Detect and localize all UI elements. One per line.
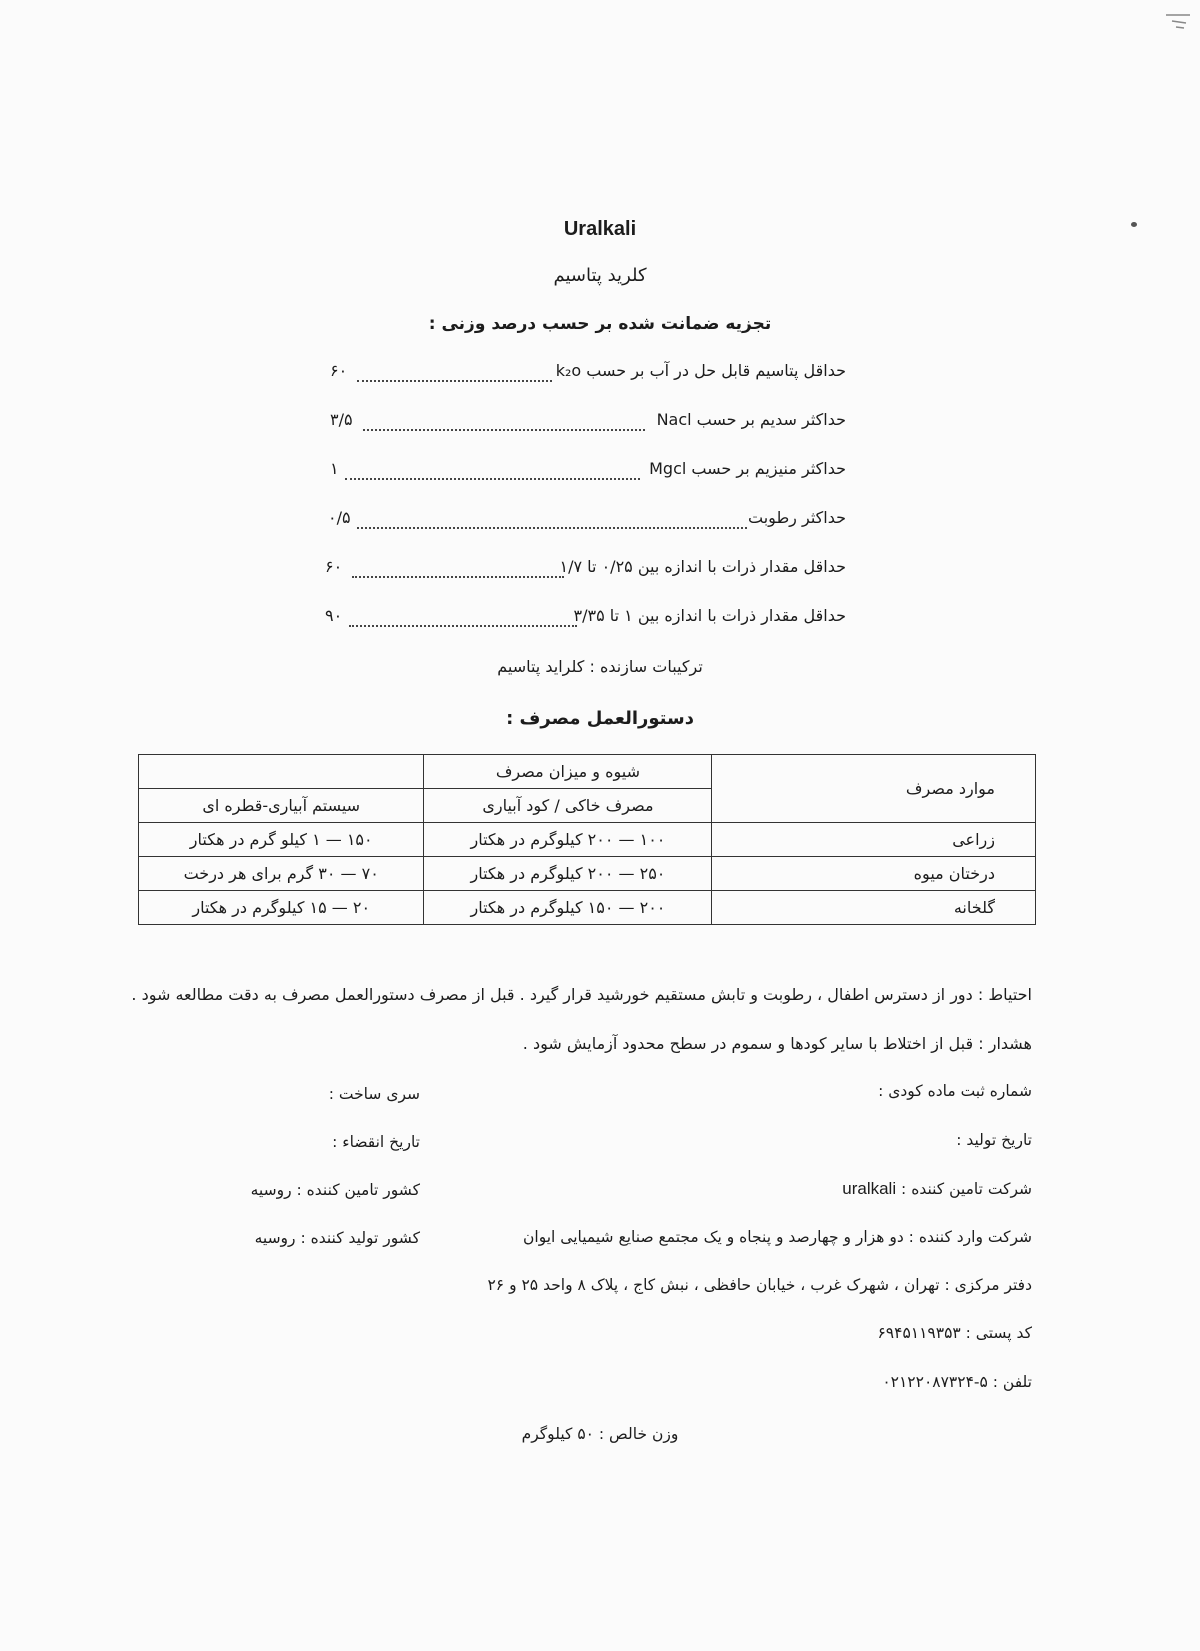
spec-label: حداقل پتاسیم قابل حل در آب بر حسب k₂o xyxy=(555,361,846,380)
importer-company: شرکت وارد کننده : دو هزار و چهارصد و پنجاه و یک مجتمع صنایع شیمیایی ایوان xyxy=(523,1228,1032,1246)
caution-note: احتیاط : دور از دسترس اطفال ، رطوبت و تابش مستقیم خورشید قرار گیرد . قبل از مصرف دستورالعمل مصرف به دقت مطالعه شود . xyxy=(131,985,1032,1004)
header-method: شیوه و میزان مصرف xyxy=(424,755,712,789)
leader-dots xyxy=(349,625,577,627)
leader-dots xyxy=(352,576,564,578)
leader-dots xyxy=(345,478,640,480)
product-name: کلرید پتاسیم xyxy=(553,265,647,286)
spec-label: حداقل مقدار ذرات با اندازه بین ۱ تا ۳/۳۵ xyxy=(573,606,846,625)
row-soil-dose: ۲۰۰ — ۱۵۰ کیلوگرم در هکتار xyxy=(424,891,712,925)
usage-heading: دستورالعمل مصرف : xyxy=(506,708,694,729)
spec-value: ۳/۵ xyxy=(330,410,353,429)
manufacturer-country: کشور تولید کننده : روسیه xyxy=(254,1229,420,1247)
row-drip-dose: ۲۰ — ۱۵ کیلوگرم در هکتار xyxy=(139,891,424,925)
ingredients-line: ترکیبات سازنده : کلراید پتاسیم xyxy=(497,657,703,676)
production-date-label: تاریخ تولید : xyxy=(956,1131,1032,1149)
spec-value: ۶۰ xyxy=(330,361,348,380)
row-type: درختان میوه xyxy=(712,857,1036,891)
spec-value: ۰/۵ xyxy=(328,508,351,527)
net-weight: وزن خالص : ۵۰ کیلوگرم xyxy=(521,1425,679,1443)
expiry-date-label: تاریخ انقضاء : xyxy=(332,1133,420,1151)
subheader-drip: سیستم آبیاری-قطره ای xyxy=(139,789,424,823)
table-header-row xyxy=(139,755,1036,789)
row-soil-dose: ۲۵۰ — ۲۰۰ کیلوگرم در هکتار xyxy=(424,857,712,891)
supplier-value: uralkali xyxy=(842,1179,897,1198)
supplier-company xyxy=(842,1179,1032,1199)
header-usage-cases: موارد مصرف xyxy=(712,755,1036,823)
head-office-address: دفتر مرکزی : تهران ، شهرک غرب ، خیابان حافظی ، نبش کاج ، پلاک ۸ واحد ۲۵ و ۲۶ xyxy=(487,1276,1032,1294)
supplier-country: کشور تامین کننده : روسیه xyxy=(250,1181,420,1199)
spec-value: ۱ xyxy=(330,459,339,478)
table-row xyxy=(139,891,1036,925)
spec-label: حداکثر منیزیم بر حسب Mgcl xyxy=(649,459,846,478)
row-soil-dose: ۱۰۰ — ۲۰۰ کیلوگرم در هکتار xyxy=(424,823,712,857)
table-row xyxy=(139,857,1036,891)
header-blank xyxy=(139,755,424,789)
row-type: گلخانه xyxy=(712,891,1036,925)
leader-dots xyxy=(357,380,552,382)
spec-label: حداکثر سدیم بر حسب Nacl xyxy=(656,410,846,429)
spec-value: ۶۰ xyxy=(325,557,343,576)
row-type: زراعی xyxy=(712,823,1036,857)
spec-label: حداقل مقدار ذرات با اندازه بین ۰/۲۵ تا ۱/۷ xyxy=(559,557,846,576)
row-drip-dose: ۷۰ — ۳۰ گرم برای هر درخت xyxy=(139,857,424,891)
batch-number-label: سری ساخت : xyxy=(328,1085,420,1103)
leader-dots xyxy=(363,429,645,431)
phone-number: تلفن : ۵-۰۲۱۲۲۰۸۷۳۲۴ xyxy=(882,1373,1032,1391)
subheader-soil: مصرف خاکی / کود آبیاری xyxy=(424,789,712,823)
usage-table xyxy=(138,754,1036,925)
scan-artifact-icon xyxy=(1164,12,1194,32)
leader-dots xyxy=(357,527,747,529)
table-row xyxy=(139,823,1036,857)
spec-value: ۹۰ xyxy=(325,606,343,625)
brand-name: Uralkali xyxy=(563,218,637,240)
row-drip-dose: ۱۵۰ — ۱ کیلو گرم در هکتار xyxy=(139,823,424,857)
spec-label: حداکثر رطوبت xyxy=(748,508,846,527)
analysis-heading: تجزیه ضمانت شده بر حسب درصد وزنی : xyxy=(428,314,772,334)
supplier-label: شرکت تامین کننده : xyxy=(901,1180,1032,1198)
warning-note: هشدار : قبل از اختلاط با سایر کودها و سموم در سطح محدود آزمایش شود . xyxy=(522,1034,1032,1053)
registration-number-label: شماره ثبت ماده کودی : xyxy=(878,1082,1032,1100)
postal-code: کد پستی : ۶۹۴۵۱۱۹۳۵۳ xyxy=(877,1324,1032,1342)
